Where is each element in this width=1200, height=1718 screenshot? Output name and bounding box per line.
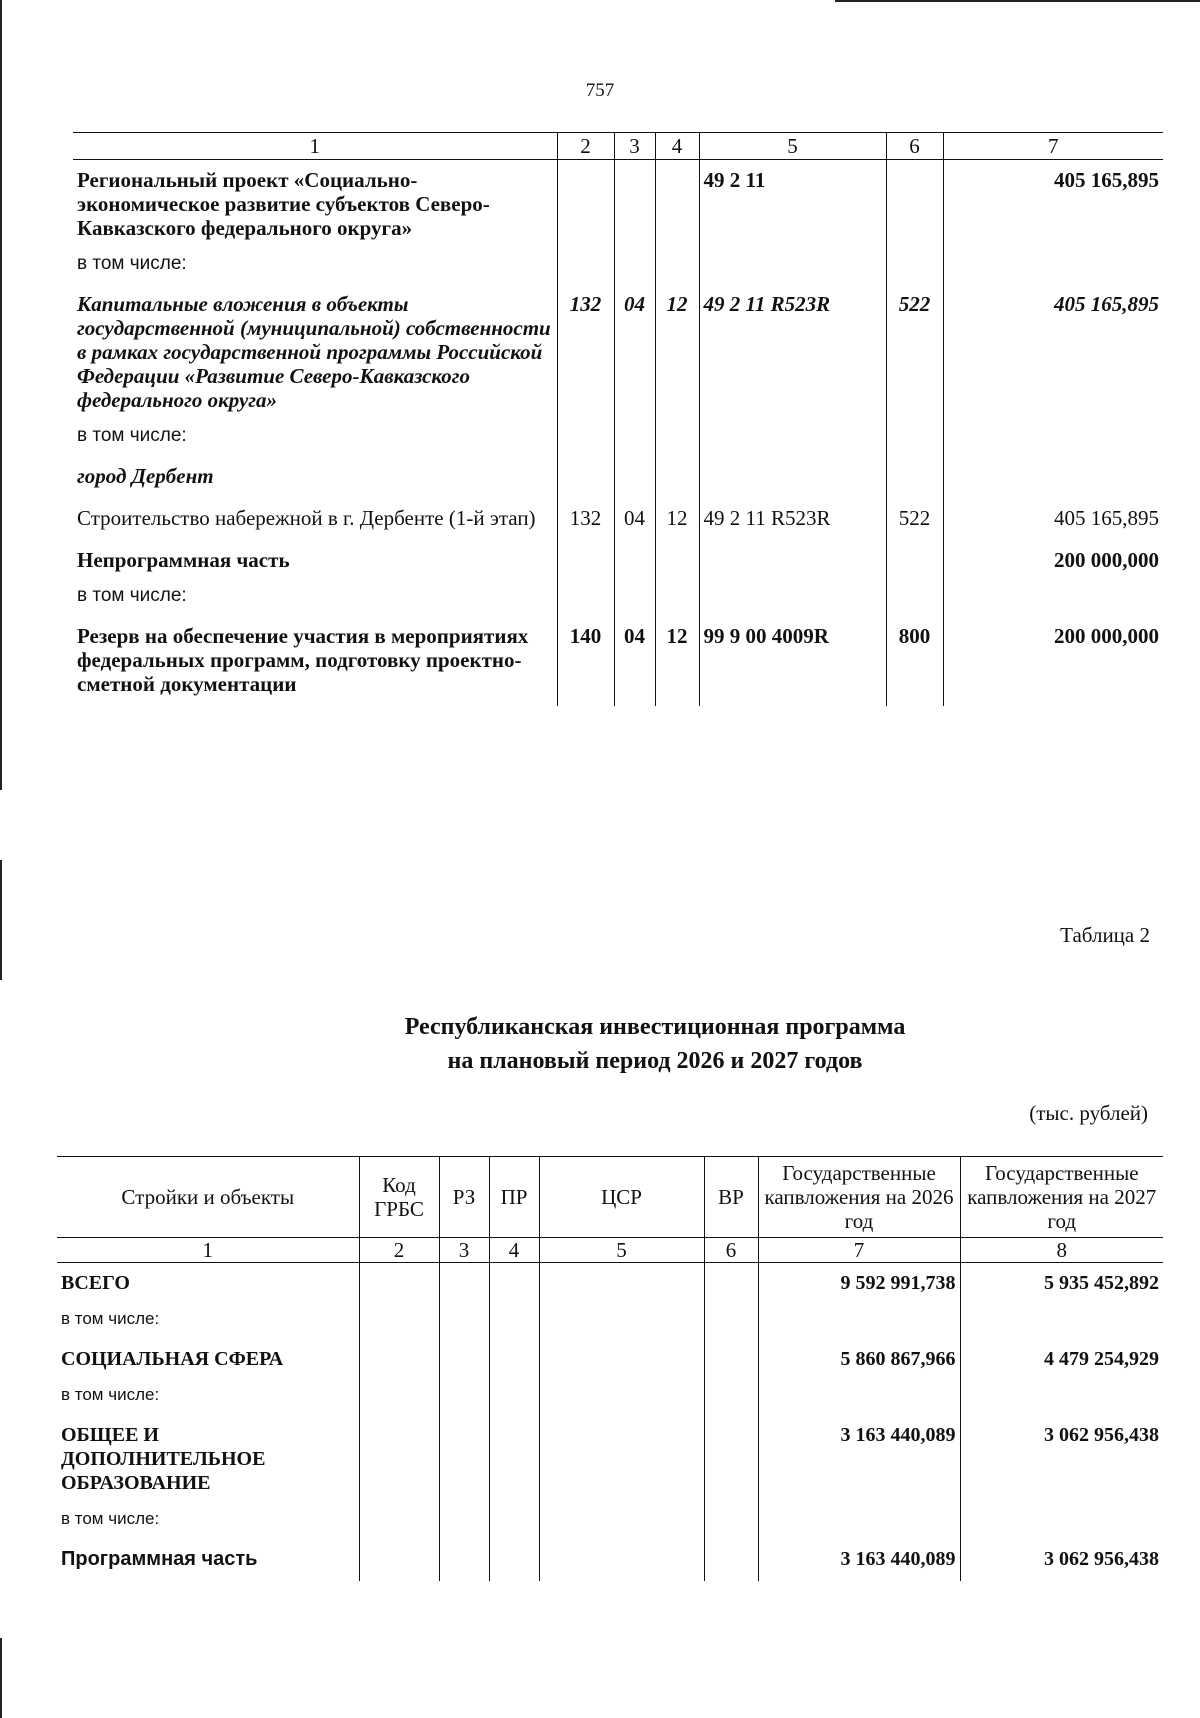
table-1-header-cell: 7 — [943, 133, 1163, 160]
table-1-header-row — [73, 133, 1163, 160]
row-name: ВСЕГО — [61, 1272, 130, 1294]
row-name: СОЦИАЛЬНАЯ СФЕРА — [61, 1348, 284, 1370]
table-2 — [57, 1156, 1163, 1581]
table-row — [73, 456, 1163, 498]
scan-border-top — [835, 0, 1200, 2]
rz-cell: 04 — [614, 616, 655, 706]
row-name: в том числе: — [61, 1385, 160, 1404]
row-name: Непрограммная часть — [77, 548, 290, 572]
row-name: Программная часть — [61, 1548, 258, 1570]
row-name: Строительство набережной в г. Дербенте (1-й этап) — [77, 506, 536, 530]
amount-2027: 4 479 254,929 — [960, 1339, 1163, 1381]
vr-cell: 800 — [886, 616, 943, 706]
column-number: 2 — [359, 1238, 439, 1263]
table-row — [57, 1263, 1163, 1306]
scan-border-left — [0, 0, 2, 790]
pr-cell: 12 — [655, 616, 699, 706]
amount-cell: 405 165,895 — [943, 160, 1163, 251]
table-1-header-cell: 6 — [886, 133, 943, 160]
row-name: Региональный проект «Социально-экономическое развитие субъектов Северо-Кавказского федерального округа» — [77, 168, 490, 240]
csr-cell: 49 2 11 R523R — [699, 284, 886, 422]
table-row — [73, 422, 1163, 456]
header-2026: Государственные капвложения на 2026 год — [758, 1157, 960, 1238]
column-number: 8 — [960, 1238, 1163, 1263]
pr-cell: 12 — [655, 284, 699, 422]
page-number: 757 — [585, 80, 615, 101]
csr-cell: 49 2 11 — [699, 160, 886, 251]
amount-cell: 405 165,895 — [943, 498, 1163, 540]
scan-border-left-lower — [0, 860, 2, 980]
table-row — [73, 250, 1163, 284]
grbs-cell: 132 — [557, 498, 614, 540]
row-name: в том числе: — [77, 425, 187, 446]
table-row — [57, 1539, 1163, 1581]
rz-cell: 04 — [614, 498, 655, 540]
table-row — [73, 582, 1163, 616]
table-row — [73, 616, 1163, 706]
grbs-cell: 140 — [557, 616, 614, 706]
table-1 — [73, 132, 1163, 706]
table-1-header-cell: 5 — [699, 133, 886, 160]
rz-cell: 04 — [614, 284, 655, 422]
table-1-header-cell: 4 — [655, 133, 699, 160]
title-line-2: на плановый период 2026 и 2027 годов — [447, 1048, 863, 1074]
title-line-1: Республиканская инвестиционная программа — [404, 1014, 906, 1040]
row-name: Капитальные вложения в объекты государственной (муниципальной) собственности в рамках государственной программы Российской Федерации «Развитие Северо-Кавказского федерального округа» — [77, 292, 551, 412]
row-name: в том числе: — [77, 585, 187, 606]
page-title — [0, 1010, 1200, 1078]
table-2-caption: Таблица 2 — [1060, 923, 1150, 947]
amount-2027: 5 935 452,892 — [960, 1263, 1163, 1306]
row-name: ОБЩЕЕ И ДОПОЛНИТЕЛЬНОЕ ОБРАЗОВАНИЕ — [61, 1424, 266, 1494]
table-row — [57, 1415, 1163, 1505]
row-name: город Дербент — [77, 464, 214, 488]
vr-cell — [886, 160, 943, 251]
table-2-number-row — [57, 1238, 1163, 1263]
table-row — [73, 540, 1163, 582]
header-pr: ПР — [489, 1157, 539, 1238]
amount-2026: 3 163 440,089 — [758, 1415, 960, 1505]
header-grbs: Код ГРБС — [359, 1157, 439, 1238]
header-objects: Стройки и объекты — [57, 1157, 359, 1238]
csr-cell: 99 9 00 4009R — [699, 616, 886, 706]
table-row — [57, 1339, 1163, 1381]
table-1-header-cell: 2 — [557, 133, 614, 160]
table-row — [57, 1381, 1163, 1415]
amount-2026: 3 163 440,089 — [758, 1539, 960, 1581]
amount-cell: 405 165,895 — [943, 284, 1163, 422]
amount-2026: 5 860 867,966 — [758, 1339, 960, 1381]
row-name: в том числе: — [77, 253, 187, 274]
grbs-cell: 132 — [557, 284, 614, 422]
table-row — [57, 1505, 1163, 1539]
pr-cell: 12 — [655, 498, 699, 540]
column-number: 3 — [439, 1238, 489, 1263]
table-row — [57, 1305, 1163, 1339]
amount-cell: 200 000,000 — [943, 616, 1163, 706]
table-1-header-cell: 1 — [73, 133, 557, 160]
row-name: в том числе: — [61, 1309, 160, 1328]
header-2027: Государственные капвложения на 2027 год — [960, 1157, 1163, 1238]
csr-cell: 49 2 11 R523R — [699, 498, 886, 540]
table-1-header-cell: 3 — [614, 133, 655, 160]
vr-cell: 522 — [886, 498, 943, 540]
header-vr: ВР — [704, 1157, 758, 1238]
units-label: (тыс. рублей) — [1029, 1101, 1148, 1125]
amount-2026: 9 592 991,738 — [758, 1263, 960, 1306]
table-2-header-row — [57, 1157, 1163, 1238]
row-name: Резерв на обеспечение участия в мероприятиях федеральных программ, подготовку проектно-сметной документации — [77, 624, 529, 696]
amount-2027: 3 062 956,438 — [960, 1539, 1163, 1581]
scan-border-left-bottom — [0, 1638, 2, 1718]
row-name: в том числе: — [61, 1509, 160, 1528]
column-number: 5 — [539, 1238, 704, 1263]
header-csr: ЦСР — [539, 1157, 704, 1238]
column-number: 1 — [57, 1238, 359, 1263]
column-number: 4 — [489, 1238, 539, 1263]
grbs-cell — [557, 160, 614, 251]
amount-cell: 200 000,000 — [943, 540, 1163, 582]
header-rz: РЗ — [439, 1157, 489, 1238]
column-number: 6 — [704, 1238, 758, 1263]
rz-cell — [614, 160, 655, 251]
amount-2027: 3 062 956,438 — [960, 1415, 1163, 1505]
vr-cell: 522 — [886, 284, 943, 422]
pr-cell — [655, 160, 699, 251]
table-row — [73, 284, 1163, 422]
column-number: 7 — [758, 1238, 960, 1263]
table-row — [73, 498, 1163, 540]
table-row — [73, 160, 1163, 251]
